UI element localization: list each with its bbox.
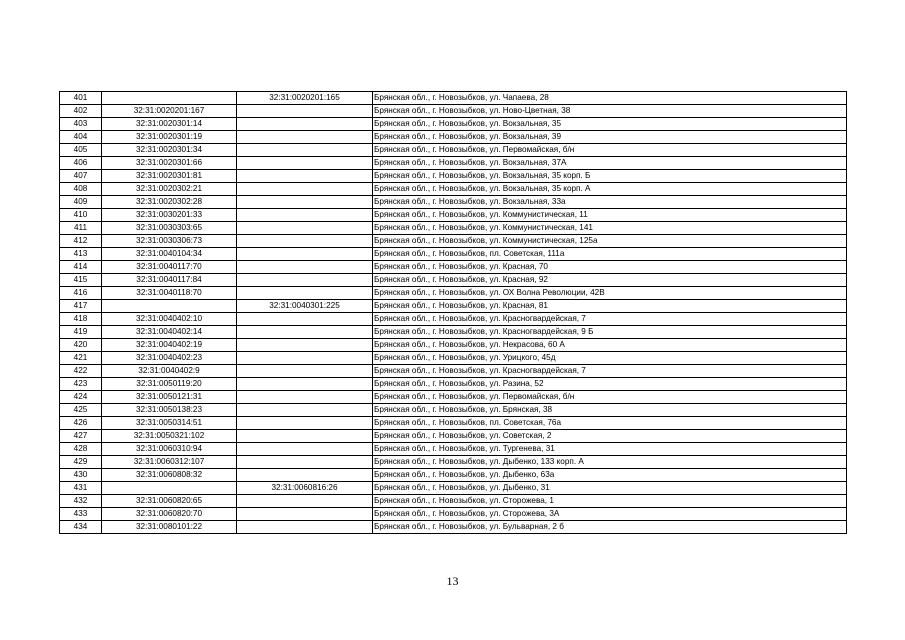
address-cell: Брянская обл., г. Новозыбков, ул. Красногвардейская, 9 Б [373, 326, 847, 339]
cadastral-number-cell: 32:31:0040402:23 [102, 352, 237, 365]
table-row [60, 183, 847, 196]
table-row [60, 495, 847, 508]
cadastral-number-cell: 32:31:0040118:70 [102, 287, 237, 300]
table-row [60, 209, 847, 222]
table-row [60, 92, 847, 105]
address-cell: Брянская обл., г. Новозыбков, ул. Красногвардейская, 7 [373, 365, 847, 378]
row-number-cell: 408 [60, 183, 102, 196]
row-number-cell: 410 [60, 209, 102, 222]
cadastral-number-alt-cell: 32:31:0060816:26 [237, 482, 373, 495]
row-number-cell: 422 [60, 365, 102, 378]
row-number-cell: 421 [60, 352, 102, 365]
cadastral-number-alt-cell [237, 352, 373, 365]
cadastral-number-cell [102, 300, 237, 313]
address-cell: Брянская обл., г. Новозыбков, ул. Сторожева, 3А [373, 508, 847, 521]
address-cell: Брянская обл., г. Новозыбков, ул. Чапаева, 28 [373, 92, 847, 105]
table-row [60, 391, 847, 404]
cadastral-number-alt-cell [237, 326, 373, 339]
address-cell: Брянская обл., г. Новозыбков, ул. Первомайская, б/н [373, 391, 847, 404]
address-cell: Брянская обл., г. Новозыбков, ул. Советская, 2 [373, 430, 847, 443]
cadastral-number-alt-cell [237, 170, 373, 183]
cadastral-number-alt-cell [237, 417, 373, 430]
cadastral-number-cell: 32:31:0050119:20 [102, 378, 237, 391]
registry-table [59, 91, 847, 534]
cadastral-number-cell: 32:31:0020302:21 [102, 183, 237, 196]
address-cell: Брянская обл., г. Новозыбков, ул. Дыбенко, 63а [373, 469, 847, 482]
table-row [60, 157, 847, 170]
row-number-cell: 429 [60, 456, 102, 469]
row-number-cell: 424 [60, 391, 102, 404]
address-cell: Брянская обл., г. Новозыбков, ул. Дыбенко, 31 [373, 482, 847, 495]
table-row [60, 417, 847, 430]
cadastral-number-alt-cell [237, 495, 373, 508]
table-row [60, 508, 847, 521]
address-cell: Брянская обл., г. Новозыбков, пл. Советская, 76а [373, 417, 847, 430]
cadastral-number-alt-cell: 32:31:0040301:225 [237, 300, 373, 313]
address-cell: Брянская обл., г. Новозыбков, ул. Брянская, 38 [373, 404, 847, 417]
table-row [60, 131, 847, 144]
cadastral-number-alt-cell [237, 235, 373, 248]
cadastral-number-alt-cell [237, 378, 373, 391]
cadastral-number-cell: 32:31:0040402:14 [102, 326, 237, 339]
table-row [60, 482, 847, 495]
cadastral-number-alt-cell [237, 365, 373, 378]
table-body [60, 92, 847, 534]
page-number: 13 [446, 574, 459, 588]
cadastral-number-cell: 32:31:0020301:14 [102, 118, 237, 131]
address-cell: Брянская обл., г. Новозыбков, ул. Вокзальная, 35 корп. Б [373, 170, 847, 183]
cadastral-number-cell [102, 482, 237, 495]
cadastral-number-cell: 32:31:0060820:70 [102, 508, 237, 521]
table-row [60, 521, 847, 534]
table-row [60, 326, 847, 339]
cadastral-number-alt-cell [237, 287, 373, 300]
row-number-cell: 423 [60, 378, 102, 391]
table-row [60, 118, 847, 131]
table-row [60, 196, 847, 209]
row-number-cell: 407 [60, 170, 102, 183]
address-cell: Брянская обл., г. Новозыбков, ул. Урицкого, 45д [373, 352, 847, 365]
cadastral-number-cell: 32:31:0030201:33 [102, 209, 237, 222]
address-cell: Брянская обл., г. Новозыбков, ул. Ново-Цветная, 38 [373, 105, 847, 118]
cadastral-number-alt-cell [237, 508, 373, 521]
cadastral-number-cell: 32:31:0080101:22 [102, 521, 237, 534]
cadastral-number-alt-cell [237, 222, 373, 235]
table-row [60, 365, 847, 378]
cadastral-number-cell: 32:31:0040117:84 [102, 274, 237, 287]
cadastral-number-alt-cell [237, 248, 373, 261]
cadastral-number-alt-cell [237, 105, 373, 118]
cadastral-number-cell: 32:31:0030306:73 [102, 235, 237, 248]
row-number-cell: 412 [60, 235, 102, 248]
table-row [60, 274, 847, 287]
cadastral-number-alt-cell [237, 469, 373, 482]
cadastral-number-alt-cell [237, 196, 373, 209]
address-cell: Брянская обл., г. Новозыбков, ул. Вокзальная, 35 корп. А [373, 183, 847, 196]
table-row [60, 261, 847, 274]
cadastral-number-alt-cell [237, 443, 373, 456]
cadastral-number-cell: 32:31:0050314:51 [102, 417, 237, 430]
row-number-cell: 401 [60, 92, 102, 105]
cadastral-number-cell: 32:31:0020302:28 [102, 196, 237, 209]
cadastral-number-alt-cell [237, 118, 373, 131]
cadastral-number-alt-cell [237, 313, 373, 326]
cadastral-number-alt-cell [237, 404, 373, 417]
cadastral-number-alt-cell [237, 144, 373, 157]
cadastral-number-cell: 32:31:0060312:107 [102, 456, 237, 469]
table-row [60, 105, 847, 118]
cadastral-number-cell: 32:31:0020301:19 [102, 131, 237, 144]
address-cell: Брянская обл., г. Новозыбков, ул. Коммунистическая, 141 [373, 222, 847, 235]
address-cell: Брянская обл., г. Новозыбков, ул. Коммунистическая, 125а [373, 235, 847, 248]
address-cell: Брянская обл., г. Новозыбков, ул. Вокзальная, 33а [373, 196, 847, 209]
cadastral-number-alt-cell [237, 521, 373, 534]
row-number-cell: 409 [60, 196, 102, 209]
address-cell: Брянская обл., г. Новозыбков, ул. Вокзальная, 37А [373, 157, 847, 170]
row-number-cell: 414 [60, 261, 102, 274]
row-number-cell: 405 [60, 144, 102, 157]
address-cell: Брянская обл., г. Новозыбков, ул. Красная, 70 [373, 261, 847, 274]
table-row [60, 144, 847, 157]
row-number-cell: 419 [60, 326, 102, 339]
cadastral-number-alt-cell [237, 131, 373, 144]
row-number-cell: 406 [60, 157, 102, 170]
cadastral-number-alt-cell [237, 261, 373, 274]
cadastral-number-cell: 32:31:0050321:102 [102, 430, 237, 443]
cadastral-number-alt-cell [237, 209, 373, 222]
address-cell: Брянская обл., г. Новозыбков, ул. Вокзальная, 39 [373, 131, 847, 144]
row-number-cell: 416 [60, 287, 102, 300]
cadastral-number-cell: 32:31:0060808:32 [102, 469, 237, 482]
row-number-cell: 426 [60, 417, 102, 430]
cadastral-number-cell: 32:31:0040402:9 [102, 365, 237, 378]
cadastral-number-alt-cell [237, 274, 373, 287]
address-cell: Брянская обл., г. Новозыбков, ул. Бульварная, 2 б [373, 521, 847, 534]
cadastral-number-cell [102, 92, 237, 105]
cadastral-number-cell: 32:31:0020301:34 [102, 144, 237, 157]
cadastral-number-cell: 32:31:0020301:81 [102, 170, 237, 183]
table-row [60, 404, 847, 417]
row-number-cell: 434 [60, 521, 102, 534]
table-row [60, 469, 847, 482]
cadastral-number-alt-cell: 32:31:0020201:165 [237, 92, 373, 105]
address-cell: Брянская обл., г. Новозыбков, ул. Первомайская, б/н [373, 144, 847, 157]
address-cell: Брянская обл., г. Новозыбков, пл. Советская, 111а [373, 248, 847, 261]
row-number-cell: 425 [60, 404, 102, 417]
address-cell: Брянская обл., г. Новозыбков, ул. Разина, 52 [373, 378, 847, 391]
row-number-cell: 411 [60, 222, 102, 235]
row-number-cell: 430 [60, 469, 102, 482]
cadastral-number-cell: 32:31:0060310:94 [102, 443, 237, 456]
address-cell: Брянская обл., г. Новозыбков, ул. ОХ Волна Революции, 42В [373, 287, 847, 300]
cadastral-number-cell: 32:31:0060820:65 [102, 495, 237, 508]
cadastral-number-alt-cell [237, 183, 373, 196]
cadastral-number-alt-cell [237, 157, 373, 170]
cadastral-number-alt-cell [237, 430, 373, 443]
row-number-cell: 402 [60, 105, 102, 118]
address-cell: Брянская обл., г. Новозыбков, ул. Красногвардейская, 7 [373, 313, 847, 326]
row-number-cell: 431 [60, 482, 102, 495]
cadastral-number-alt-cell [237, 391, 373, 404]
table-row [60, 170, 847, 183]
cadastral-number-cell: 32:31:0040117:70 [102, 261, 237, 274]
address-cell: Брянская обл., г. Новозыбков, ул. Вокзальная, 35 [373, 118, 847, 131]
address-cell: Брянская обл., г. Новозыбков, ул. Некрасова, 60 А [373, 339, 847, 352]
row-number-cell: 415 [60, 274, 102, 287]
address-cell: Брянская обл., г. Новозыбков, ул. Дыбенко, 133 корп. А [373, 456, 847, 469]
table-row [60, 313, 847, 326]
cadastral-number-cell: 32:31:0040104:34 [102, 248, 237, 261]
cadastral-number-cell: 32:31:0040402:19 [102, 339, 237, 352]
table-row [60, 287, 847, 300]
row-number-cell: 427 [60, 430, 102, 443]
table-row [60, 339, 847, 352]
cadastral-number-cell: 32:31:0030303:65 [102, 222, 237, 235]
table-row [60, 235, 847, 248]
cadastral-number-cell: 32:31:0050121:31 [102, 391, 237, 404]
row-number-cell: 417 [60, 300, 102, 313]
cadastral-number-cell: 32:31:0040402:10 [102, 313, 237, 326]
table-row [60, 248, 847, 261]
row-number-cell: 418 [60, 313, 102, 326]
address-cell: Брянская обл., г. Новозыбков, ул. Красная, 92 [373, 274, 847, 287]
table-row [60, 222, 847, 235]
address-cell: Брянская обл., г. Новозыбков, ул. Сторожева, 1 [373, 495, 847, 508]
table-row [60, 378, 847, 391]
cadastral-number-alt-cell [237, 339, 373, 352]
row-number-cell: 432 [60, 495, 102, 508]
table-row [60, 456, 847, 469]
cadastral-number-cell: 32:31:0050138:23 [102, 404, 237, 417]
row-number-cell: 420 [60, 339, 102, 352]
cadastral-number-alt-cell [237, 456, 373, 469]
row-number-cell: 433 [60, 508, 102, 521]
row-number-cell: 428 [60, 443, 102, 456]
cadastral-number-cell: 32:31:0020301:66 [102, 157, 237, 170]
address-cell: Брянская обл., г. Новозыбков, ул. Красная, 81 [373, 300, 847, 313]
cadastral-number-cell: 32:31:0020201:167 [102, 105, 237, 118]
address-cell: Брянская обл., г. Новозыбков, ул. Коммунистическая, 11 [373, 209, 847, 222]
address-cell: Брянская обл., г. Новозыбков, ул. Тургенева, 31 [373, 443, 847, 456]
row-number-cell: 404 [60, 131, 102, 144]
table-row [60, 430, 847, 443]
table-row [60, 300, 847, 313]
row-number-cell: 403 [60, 118, 102, 131]
row-number-cell: 413 [60, 248, 102, 261]
table-row [60, 352, 847, 365]
table-row [60, 443, 847, 456]
